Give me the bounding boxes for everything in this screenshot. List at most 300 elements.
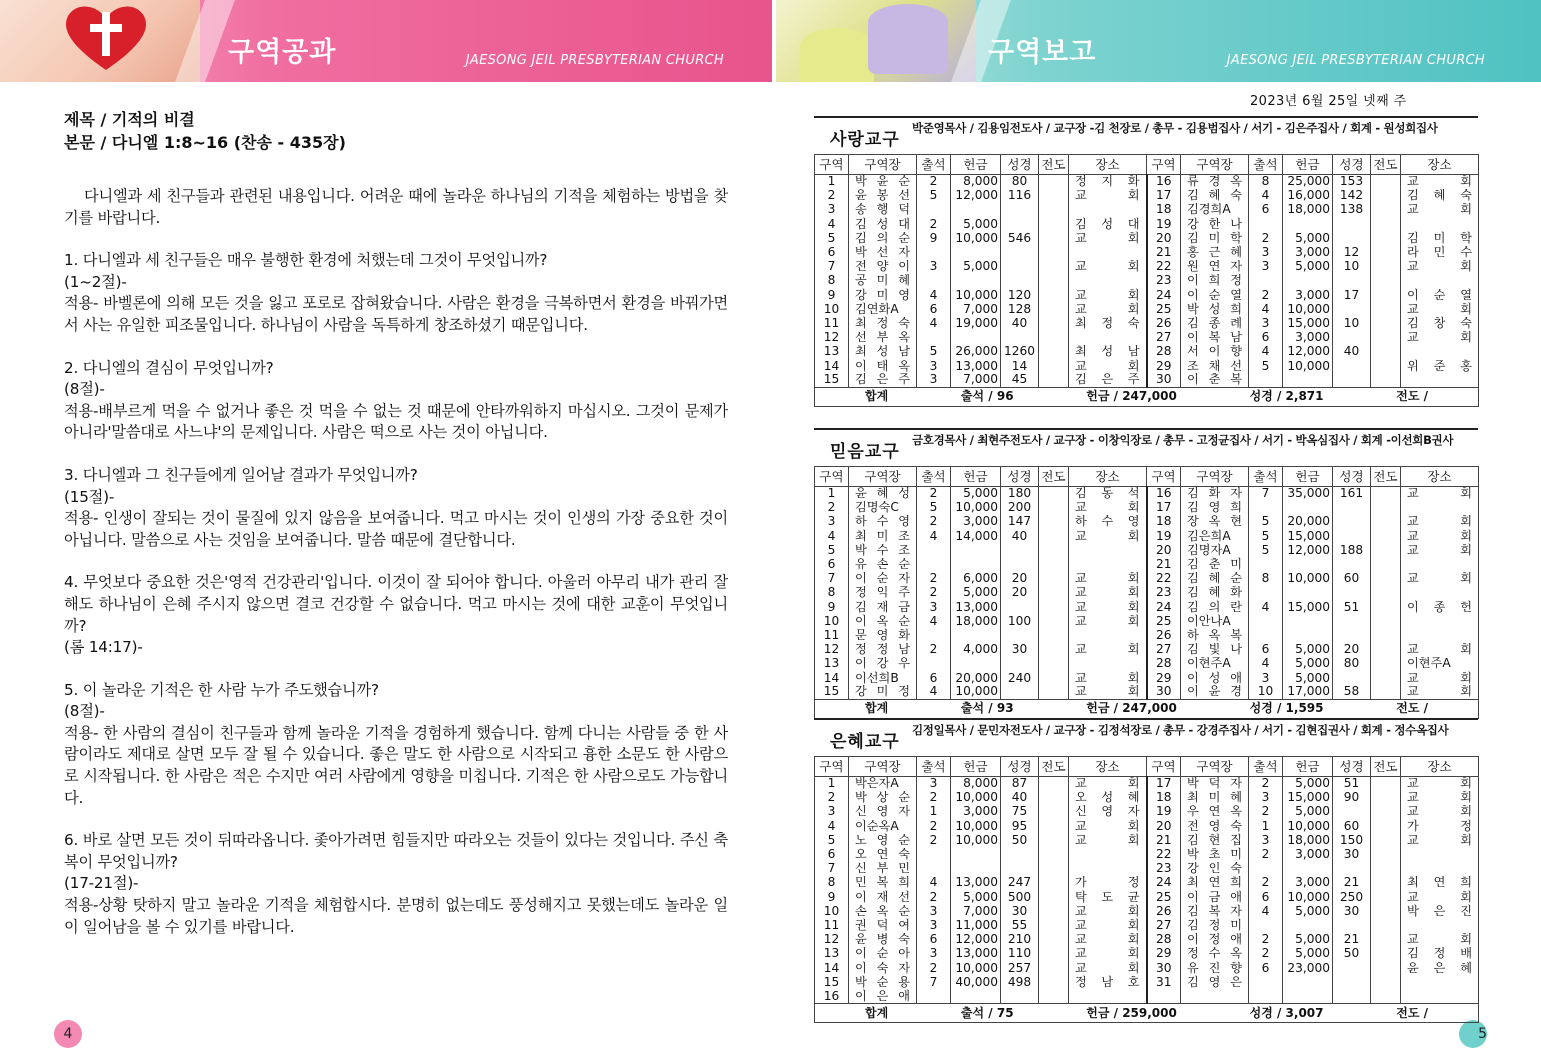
evangelism-cell (1371, 876, 1401, 890)
bible-reading-cell: 40 (1001, 791, 1039, 805)
evangelism-cell (1371, 529, 1401, 543)
table-header-row (815, 467, 1479, 487)
attendance-cell: 5 (1249, 515, 1283, 529)
table-header-row (815, 757, 1479, 777)
offering-cell: 3,000 (1283, 288, 1333, 302)
offering-cell: 18,000 (1283, 833, 1333, 847)
evangelism-cell (1371, 175, 1401, 189)
table-row (815, 572, 1479, 586)
district-number-cell: 15 (815, 373, 849, 387)
offering-cell: 4,000 (951, 643, 1001, 657)
district-name: 사랑교구 (830, 130, 900, 150)
column-header: 출석 (917, 155, 951, 175)
attendance-cell (1249, 918, 1283, 932)
meeting-place-cell (1069, 862, 1147, 876)
table-row (815, 876, 1479, 890)
meeting-place-cell: 가 정 (1069, 876, 1147, 890)
attendance-cell: 4 (1249, 345, 1283, 359)
leader-name-cell: 최 연 희 (1181, 876, 1249, 890)
table-row (815, 189, 1479, 203)
offering-cell: 8,000 (951, 777, 1001, 791)
summary-evangelism: 전도 / (1396, 389, 1428, 404)
bible-reading-cell (1001, 203, 1039, 217)
table-row (815, 671, 1479, 685)
attendance-cell: 1 (1249, 819, 1283, 833)
offering-cell (1283, 628, 1333, 642)
district-number-cell: 8 (815, 274, 849, 288)
meeting-place-cell: 라 민 수 (1401, 245, 1479, 259)
evangelism-cell (1039, 805, 1069, 819)
leader-name-cell: 윤 봉 선 (849, 189, 917, 203)
offering-cell: 5,000 (1283, 904, 1333, 918)
district-eunhye (814, 718, 1478, 1023)
offering-cell (1283, 501, 1333, 515)
district-number-cell: 22 (1147, 572, 1181, 586)
offering-cell: 40,000 (951, 975, 1001, 989)
offering-cell: 10,000 (951, 501, 1001, 515)
column-header: 출석 (917, 757, 951, 777)
table-row (815, 890, 1479, 904)
evangelism-cell (1039, 777, 1069, 791)
evangelism-cell (1039, 904, 1069, 918)
evangelism-cell (1371, 288, 1401, 302)
evangelism-cell (1371, 217, 1401, 231)
offering-cell: 5,000 (1283, 643, 1333, 657)
summary-items (815, 702, 1478, 715)
meeting-place-cell: 김 미 학 (1401, 231, 1479, 245)
bible-reading-cell: 10 (1333, 260, 1371, 274)
leader-name-cell: 하 수 영 (849, 515, 917, 529)
table-row (815, 557, 1479, 571)
offering-cell: 10,000 (951, 961, 1001, 975)
table-row (815, 600, 1479, 614)
column-header: 장소 (1069, 467, 1147, 487)
column-header: 헌금 (1283, 467, 1333, 487)
district-number-cell: 3 (815, 805, 849, 819)
offering-cell: 10,000 (1283, 890, 1333, 904)
bible-reading-cell: 50 (1333, 947, 1371, 961)
leader-name-cell: 홍 근 혜 (1181, 245, 1249, 259)
offering-cell: 5,000 (951, 890, 1001, 904)
district-number-cell: 12 (815, 643, 849, 657)
bible-reading-cell: 30 (1333, 904, 1371, 918)
table-row (815, 260, 1479, 274)
offering-cell: 10,000 (951, 685, 1001, 699)
district-number-cell: 30 (1147, 373, 1181, 387)
leader-name-cell: 김 화 자 (1181, 487, 1249, 501)
offering-cell: 25,000 (1283, 175, 1333, 189)
summary-bible: 성경 / 1,595 (1249, 701, 1324, 716)
bible-reading-cell: 80 (1333, 657, 1371, 671)
offering-cell (951, 989, 1001, 1003)
leader-name-cell: 최 성 남 (849, 345, 917, 359)
district-header (814, 428, 1478, 466)
report-date: 2023년 6월 25일 넷째 주 (1250, 94, 1407, 109)
bible-reading-cell: 10 (1333, 316, 1371, 330)
attendance-cell (917, 847, 951, 861)
bible-reading-cell (1333, 586, 1371, 600)
bible-reading-cell: 120 (1001, 288, 1039, 302)
attendance-cell: 3 (1249, 260, 1283, 274)
leader-name-cell: 이 희 정 (1181, 274, 1249, 288)
leader-name-cell: 오 연 숙 (849, 847, 917, 861)
bible-reading-cell (1001, 847, 1039, 861)
offering-cell: 13,000 (951, 947, 1001, 961)
district-number-cell: 24 (1147, 600, 1181, 614)
evangelism-cell (1039, 862, 1069, 876)
offering-cell: 20,000 (1283, 515, 1333, 529)
bible-reading-cell (1001, 543, 1039, 557)
column-header: 구역 (815, 155, 849, 175)
leader-name-cell: 최 미 혜 (1181, 791, 1249, 805)
evangelism-cell (1371, 614, 1401, 628)
bible-reading-cell (1333, 274, 1371, 288)
district-number-cell: 24 (1147, 876, 1181, 890)
column-header: 출석 (917, 467, 951, 487)
leader-name-cell: 이 강 우 (849, 657, 917, 671)
evangelism-cell (1039, 847, 1069, 861)
meeting-place-cell: 교 회 (1401, 529, 1479, 543)
question-6: 6. 바로 살면 모든 것이 뒤따라옵니다. 좇아가려면 힘들지만 따라오는 것들이 있다는 것입니다. 주신 축복이 무엇입니까? (64, 831, 728, 871)
offering-cell: 13,000 (951, 600, 1001, 614)
leader-name-cell: 문 영 화 (849, 628, 917, 642)
evangelism-cell (1039, 586, 1069, 600)
column-header: 전도 (1039, 155, 1069, 175)
meeting-place-cell: 교 회 (1069, 947, 1147, 961)
meeting-place-cell (1401, 628, 1479, 642)
offering-cell: 12,000 (951, 933, 1001, 947)
offering-cell: 3,000 (1283, 847, 1333, 861)
table-row (815, 529, 1479, 543)
leader-name-cell: 김 빛 나 (1181, 643, 1249, 657)
attendance-cell: 3 (917, 260, 951, 274)
district-number-cell: 21 (1147, 557, 1181, 571)
district-number-cell: 9 (815, 600, 849, 614)
attendance-cell: 4 (1249, 600, 1283, 614)
meeting-place-cell: 교 회 (1401, 890, 1479, 904)
leader-name-cell: 이현주A (1181, 657, 1249, 671)
attendance-cell: 5 (1249, 359, 1283, 373)
leader-name-cell: 전 양 이 (849, 260, 917, 274)
evangelism-cell (1039, 628, 1069, 642)
bible-reading-cell: 20 (1001, 586, 1039, 600)
leader-name-cell: 유 진 향 (1181, 961, 1249, 975)
district-number-cell: 19 (1147, 529, 1181, 543)
column-header: 구역장 (1181, 757, 1249, 777)
attendance-cell: 2 (917, 487, 951, 501)
attendance-cell: 3 (917, 904, 951, 918)
evangelism-cell (1371, 557, 1401, 571)
bible-reading-cell: 250 (1333, 890, 1371, 904)
offering-cell (1283, 918, 1333, 932)
column-header: 헌금 (951, 467, 1001, 487)
meeting-place-cell: 교 회 (1069, 918, 1147, 932)
district-number-cell: 20 (1147, 543, 1181, 557)
leader-name-cell: 김경희A (1181, 203, 1249, 217)
leader-name-cell: 이 순 자 (849, 572, 917, 586)
evangelism-cell (1039, 189, 1069, 203)
table-row (815, 331, 1479, 345)
attendance-cell: 9 (917, 231, 951, 245)
bible-reading-cell: 17 (1333, 288, 1371, 302)
leader-name-cell: 민 복 희 (849, 876, 917, 890)
district-number-cell: 6 (815, 557, 849, 571)
summary-label: 합계 (865, 389, 889, 404)
evangelism-cell (1039, 833, 1069, 847)
meeting-place-cell (1069, 989, 1147, 1003)
district-number-cell: 1 (815, 175, 849, 189)
attendance-cell: 5 (1249, 543, 1283, 557)
attendance-cell: 2 (917, 961, 951, 975)
attendance-cell: 6 (917, 933, 951, 947)
attendance-cell: 2 (917, 819, 951, 833)
district-number-cell: 29 (1147, 671, 1181, 685)
evangelism-cell (1371, 543, 1401, 557)
attendance-cell (917, 557, 951, 571)
leader-name-cell: 김 재 금 (849, 600, 917, 614)
leader-name-cell: 김 복 자 (1181, 904, 1249, 918)
bible-reading-cell: 21 (1333, 933, 1371, 947)
offering-cell (1283, 862, 1333, 876)
meeting-place-cell (1401, 501, 1479, 515)
meeting-place-cell: 교 회 (1069, 614, 1147, 628)
evangelism-cell (1371, 302, 1401, 316)
offering-cell: 5,000 (1283, 933, 1333, 947)
summary-attendance: 출석 / 96 (960, 389, 1014, 404)
attendance-cell: 2 (917, 791, 951, 805)
table-row (815, 933, 1479, 947)
bible-reading-cell (1333, 515, 1371, 529)
attendance-cell: 8 (1249, 572, 1283, 586)
bible-reading-cell (1333, 862, 1371, 876)
column-header: 성경 (1001, 467, 1039, 487)
offering-cell (951, 274, 1001, 288)
district-number-cell: 23 (1147, 586, 1181, 600)
summary-label: 합계 (865, 1005, 889, 1020)
district-mideum (814, 428, 1478, 719)
heart-cross-icon (58, 0, 154, 72)
meeting-place-cell: 신 영 자 (1069, 805, 1147, 819)
table-row (815, 833, 1479, 847)
leader-name-cell: 박 윤 순 (849, 175, 917, 189)
table-row (815, 501, 1479, 515)
meeting-place-cell: 교 회 (1069, 529, 1147, 543)
offering-cell: 12,000 (1283, 345, 1333, 359)
offering-cell: 7,000 (951, 373, 1001, 387)
leader-name-cell: 최 정 숙 (849, 316, 917, 330)
offering-cell: 5,000 (951, 487, 1001, 501)
column-header: 구역 (815, 757, 849, 777)
evangelism-cell (1039, 918, 1069, 932)
evangelism-cell (1371, 904, 1401, 918)
column-header: 전도 (1039, 757, 1069, 777)
district-number-cell: 27 (1147, 331, 1181, 345)
bible-reading-cell: 150 (1333, 833, 1371, 847)
leader-name-cell: 박 선 자 (849, 245, 917, 259)
attendance-cell: 8 (1249, 175, 1283, 189)
meeting-place-cell (1401, 975, 1479, 989)
bible-reading-cell: 110 (1001, 947, 1039, 961)
meeting-place-cell: 교 회 (1069, 904, 1147, 918)
evangelism-cell (1039, 791, 1069, 805)
meeting-place-cell (1069, 543, 1147, 557)
offering-cell: 16,000 (1283, 189, 1333, 203)
evangelism-cell (1371, 245, 1401, 259)
evangelism-cell (1371, 791, 1401, 805)
offering-cell: 26,000 (951, 345, 1001, 359)
question-3-reference: (15절)- (64, 487, 115, 506)
meeting-place-cell (1401, 373, 1479, 387)
offering-cell: 17,000 (1283, 685, 1333, 699)
attendance-cell (1249, 862, 1283, 876)
question-2-reference: (8절)- (64, 380, 105, 399)
offering-cell (1283, 975, 1333, 989)
summary-row (815, 387, 1479, 406)
attendance-cell: 4 (1249, 302, 1283, 316)
attendance-cell: 3 (1249, 833, 1283, 847)
attendance-cell: 2 (1249, 231, 1283, 245)
evangelism-cell (1039, 890, 1069, 904)
meeting-place-cell (1401, 217, 1479, 231)
question-4: 4. 무엇보다 중요한 것은'영적 건강관리'입니다. 이것이 잘 되어야 합니다. 아울러 아무리 내가 관리 잘해도 하나님이 은혜 주시지 않으면 결코 건강할 수 없습니다. 먹고 마시는 것에 대한 교훈이 무엇입니까? (64, 573, 728, 635)
attendance-cell: 1 (917, 805, 951, 819)
evangelism-cell (1371, 657, 1401, 671)
attendance-cell: 6 (917, 302, 951, 316)
attendance-cell: 7 (1249, 487, 1283, 501)
evangelism-cell (1039, 175, 1069, 189)
meeting-place-cell: 최 성 남 (1069, 345, 1147, 359)
question-5-application: 적용- 한 사람의 결심이 친구들과 함께 놀라운 기적을 경험하게 했습니다. 함께 다니는 사람들 중 한 사람이라도 제대로 살면 모두 잘 될 수 있습니다. 좋은 말도 한 사람으로 시작되고 흉한 소문도 한 사람으로 시작됩니다. 한 사람은 적은 수지만 여러 사람에게 영향을 미칩니다. 기적은 한 사람으로도 가능합니다. (64, 723, 728, 807)
meeting-place-cell: 교 회 (1069, 643, 1147, 657)
meeting-place-cell: 교 회 (1069, 586, 1147, 600)
attendance-cell: 2 (917, 217, 951, 231)
offering-cell: 13,000 (951, 359, 1001, 373)
district-number-cell: 9 (815, 288, 849, 302)
district-number-cell: 24 (1147, 288, 1181, 302)
offering-cell: 10,000 (1283, 302, 1333, 316)
meeting-place-cell: 교 회 (1069, 189, 1147, 203)
evangelism-cell (1371, 316, 1401, 330)
bible-reading-cell: 498 (1001, 975, 1039, 989)
summary-label: 합계 (865, 701, 889, 716)
column-header: 전도 (1371, 757, 1401, 777)
attendance-cell: 3 (917, 947, 951, 961)
offering-cell: 5,000 (951, 260, 1001, 274)
evangelism-cell (1371, 947, 1401, 961)
summary-row (815, 699, 1479, 718)
leader-name-cell: 윤 병 숙 (849, 933, 917, 947)
meeting-place-cell: 교 회 (1069, 260, 1147, 274)
evangelism-cell (1371, 345, 1401, 359)
attendance-cell: 3 (917, 777, 951, 791)
offering-cell: 23,000 (1283, 961, 1333, 975)
meeting-place-cell: 교 회 (1069, 600, 1147, 614)
bible-reading-cell: 240 (1001, 671, 1039, 685)
table-row (815, 373, 1479, 387)
district-number-cell: 25 (1147, 890, 1181, 904)
question-1-reference: (1~2절)- (64, 272, 127, 291)
offering-cell: 15,000 (1283, 529, 1333, 543)
offering-cell (1283, 614, 1333, 628)
offering-cell: 10,000 (951, 288, 1001, 302)
evangelism-cell (1039, 876, 1069, 890)
evangelism-cell (1371, 331, 1401, 345)
meeting-place-cell (1401, 614, 1479, 628)
offering-cell: 3,000 (951, 805, 1001, 819)
attendance-cell: 4 (1249, 189, 1283, 203)
summary-cell (815, 387, 1479, 406)
offering-cell: 5,000 (1283, 231, 1333, 245)
offering-cell (951, 657, 1001, 671)
table-row (815, 359, 1479, 373)
table-row (815, 791, 1479, 805)
offering-cell: 18,000 (951, 614, 1001, 628)
attendance-cell (917, 331, 951, 345)
meeting-place-cell: 교 회 (1069, 777, 1147, 791)
attendance-cell: 2 (1249, 947, 1283, 961)
district-number-cell: 23 (1147, 862, 1181, 876)
attendance-cell: 2 (1249, 876, 1283, 890)
meeting-place-cell: 교 회 (1069, 933, 1147, 947)
table-row (815, 288, 1479, 302)
meeting-place-cell (1401, 847, 1479, 861)
leader-name-cell: 정 익 주 (849, 586, 917, 600)
attendance-cell: 5 (917, 189, 951, 203)
meeting-place-cell: 교 회 (1401, 671, 1479, 685)
leader-name-cell: 이 춘 복 (1181, 373, 1249, 387)
bible-reading-cell (1001, 331, 1039, 345)
evangelism-cell (1039, 231, 1069, 245)
district-sarang (814, 116, 1478, 407)
bible-reading-cell: 20 (1333, 643, 1371, 657)
meeting-place-cell (1069, 628, 1147, 642)
meeting-place-cell (1069, 245, 1147, 259)
leader-name-cell: 김 영 은 (1181, 975, 1249, 989)
offering-cell (951, 245, 1001, 259)
meeting-place-cell: 이현주A (1401, 657, 1479, 671)
summary-evangelism: 전도 / (1396, 1005, 1428, 1020)
attendance-cell: 4 (917, 529, 951, 543)
left-banner (0, 0, 772, 82)
district-number-cell: 21 (1147, 245, 1181, 259)
table-row (815, 643, 1479, 657)
district-number-cell (1147, 989, 1181, 1003)
district-number-cell: 13 (815, 345, 849, 359)
district-report-table (814, 154, 1479, 407)
district-number-cell: 19 (1147, 217, 1181, 231)
leader-name-cell: 공 미 혜 (849, 274, 917, 288)
district-leaders: 박준영목사 / 김용임전도사 / 교구장 -김 천장로 / 총무 - 김용범집사 / 서기 - 김은주집사 / 회계 - 원성희집사 (912, 121, 1438, 135)
meeting-place-cell: 김 성 대 (1069, 217, 1147, 231)
bible-reading-cell: 90 (1333, 791, 1371, 805)
offering-cell: 20,000 (951, 671, 1001, 685)
attendance-cell: 2 (1249, 805, 1283, 819)
evangelism-cell (1039, 600, 1069, 614)
district-number-cell: 17 (1147, 777, 1181, 791)
left-banner-subtitle: JAESONG JEIL PRESBYTERIAN CHURCH (465, 53, 724, 68)
bible-reading-cell (1333, 614, 1371, 628)
leader-name-cell: 손 옥 순 (849, 904, 917, 918)
bible-reading-cell: 147 (1001, 515, 1039, 529)
attendance-cell: 4 (917, 614, 951, 628)
leader-name-cell: 강 한 나 (1181, 217, 1249, 231)
meeting-place-cell: 이 순 열 (1401, 288, 1479, 302)
bible-reading-cell: 55 (1001, 918, 1039, 932)
bible-reading-cell: 40 (1001, 316, 1039, 330)
attendance-cell: 10 (1249, 685, 1283, 699)
evangelism-cell (1039, 316, 1069, 330)
attendance-cell (1249, 975, 1283, 989)
